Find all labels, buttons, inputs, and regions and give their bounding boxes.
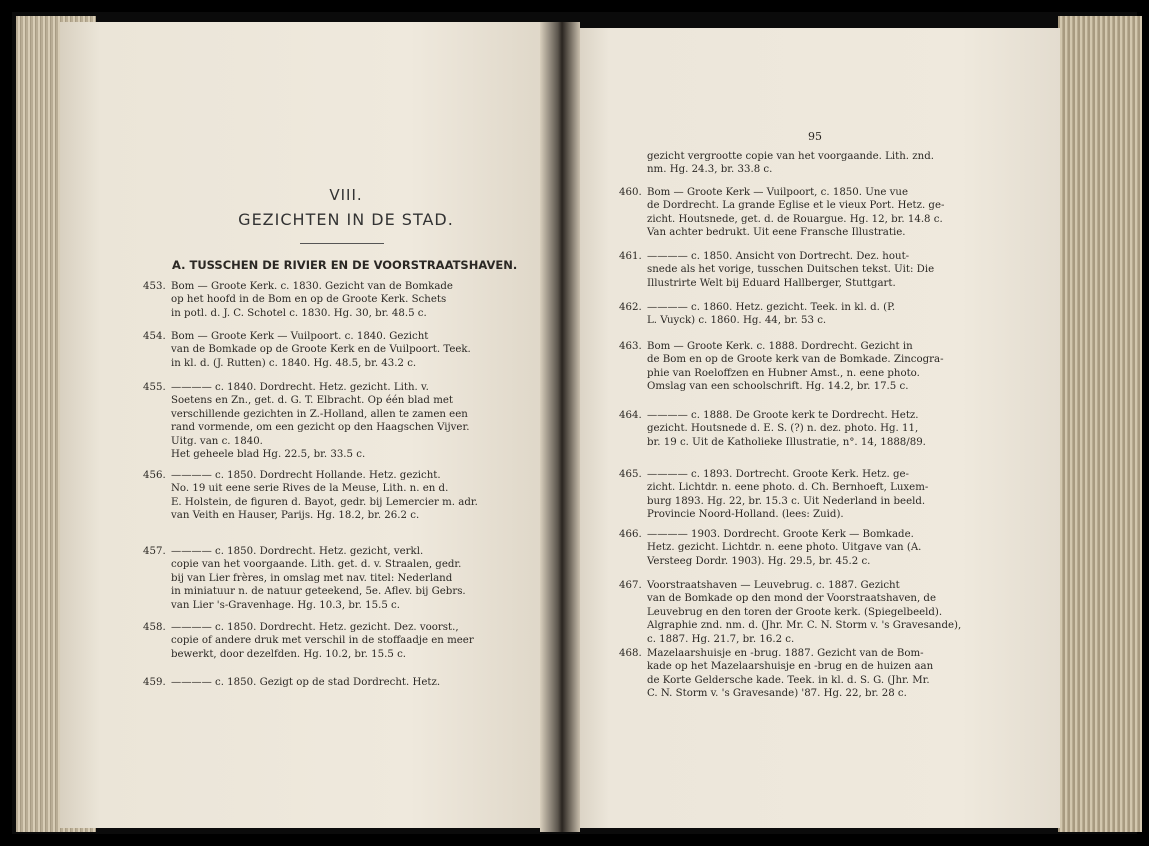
entry-number: 468. [619,648,642,659]
entry-number: 460. [619,187,642,198]
entry-number: 465. [619,469,642,480]
entry-number: 458. [143,622,166,633]
chapter-number: VIII. [329,186,363,204]
entry-number: 462. [619,302,642,313]
entry-number: 456. [143,470,166,481]
entry-number: 466. [619,529,642,540]
entry-number: 461. [619,251,642,262]
entry-number: 464. [619,410,642,421]
book-spine [540,22,580,832]
chapter-title: GEZICHTEN IN DE STAD. [238,210,454,229]
page-edges-right [1058,16,1142,832]
entry-number: 455. [143,382,166,393]
section-heading: A. TUSSCHEN DE RIVIER EN DE VOORSTRAATSHAVEN. [172,258,518,272]
entry-number: 459. [143,677,166,688]
entry-number: 467. [619,580,642,591]
divider [300,243,384,244]
entry-number: 457. [143,546,166,557]
entry-number: 463. [619,341,642,352]
entry-number: 453. [143,281,166,292]
page-number: 95 [808,130,822,143]
entry-number: 454. [143,331,166,342]
